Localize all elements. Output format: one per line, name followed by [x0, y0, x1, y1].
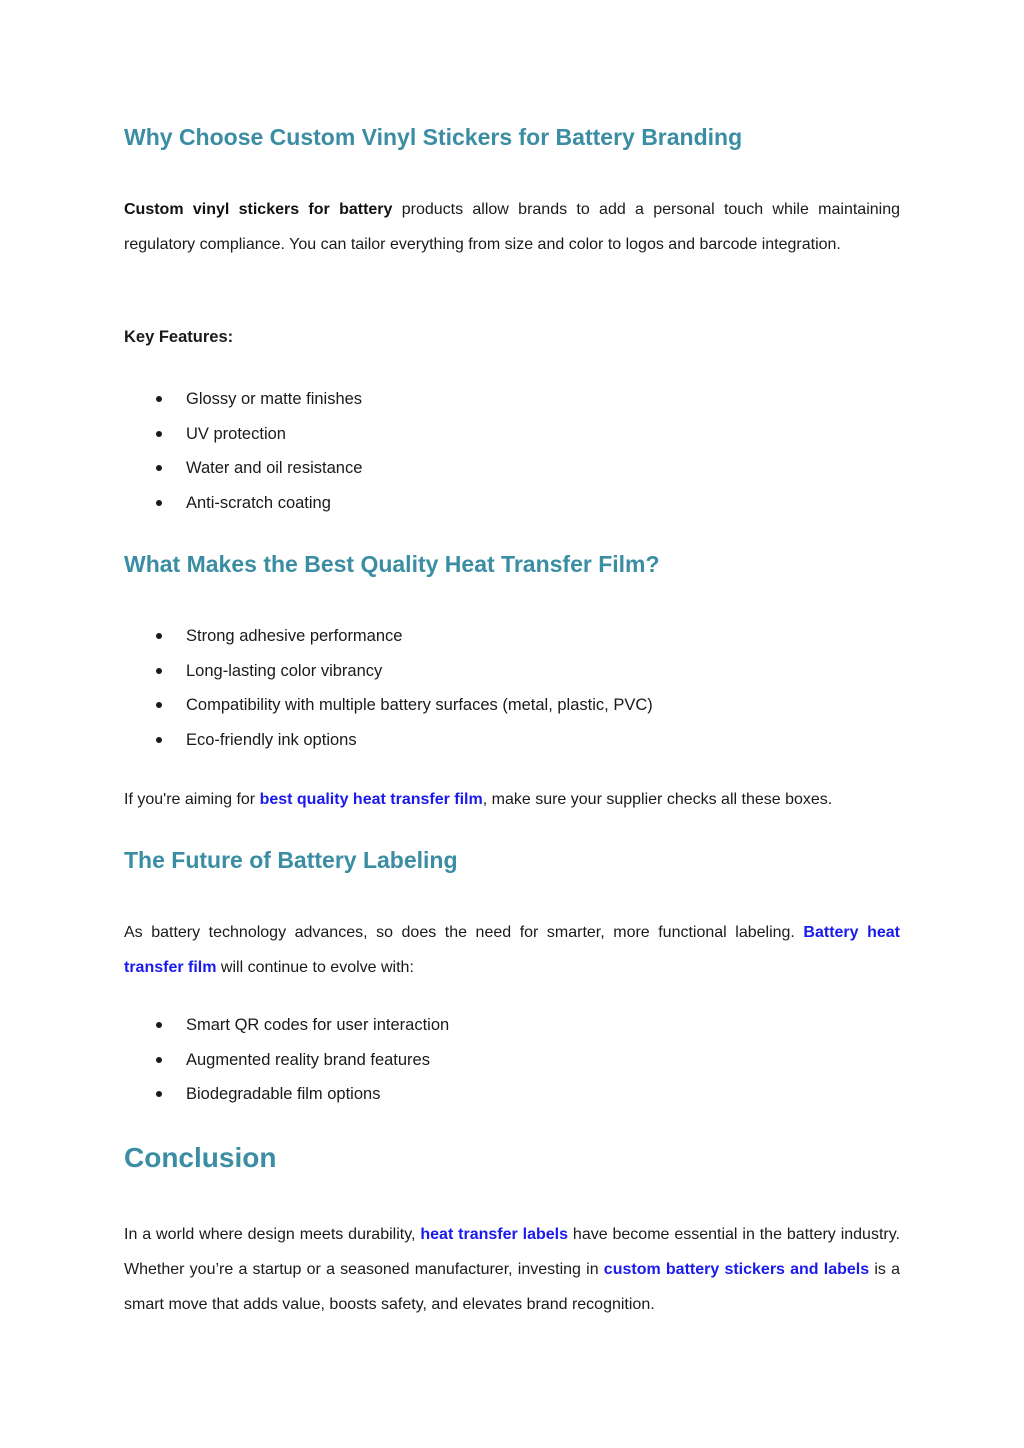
list-item [124, 382, 362, 417]
list-item-text: Glossy or matte finishes [186, 390, 363, 408]
bullet-icon [156, 1022, 162, 1028]
custom-battery-stickers-link[interactable]: custom battery stickers and labels [603, 1261, 870, 1278]
note-text: , make sure your supplier checks all these boxes. [482, 791, 833, 808]
bullet-icon [156, 1091, 162, 1097]
list-item [124, 654, 653, 689]
paragraph-text: have become essential in the battery industry. Whether you’re a startup or a seasoned manufacturer, investing in [124, 1226, 900, 1278]
bullet-icon [156, 465, 162, 471]
bullet-icon [156, 737, 162, 743]
heat-transfer-labels-link[interactable]: heat transfer labels [420, 1226, 569, 1243]
list-item-text: Smart QR codes for user interaction [186, 1016, 450, 1034]
list-item-text: Strong adhesive performance [186, 627, 403, 645]
future-paragraph [124, 915, 900, 985]
list-item [124, 486, 362, 521]
list-item-text: Compatibility with multiple battery surfaces (metal, plastic, PVC) [186, 696, 653, 715]
bullet-icon [156, 1057, 162, 1063]
list-item [124, 723, 653, 758]
bullet-icon [156, 500, 162, 506]
paragraph-text: In a world where design meets durability, [124, 1226, 421, 1243]
list-item [124, 688, 653, 723]
film-qualities-list [124, 619, 653, 757]
paragraph-text: is a smart move that adds value, boosts safety, and elevates brand recognition. [124, 1261, 900, 1313]
list-item-text: UV protection [186, 424, 286, 443]
battery-heat-transfer-film-link[interactable]: Battery heat transfer film [124, 924, 900, 976]
list-item [124, 1077, 449, 1112]
future-features-list [124, 1008, 449, 1112]
section-heading-vinyl-stickers: Why Choose Custom Vinyl Stickers for Battery Branding [124, 124, 743, 150]
list-item-text: Anti-scratch coating [186, 493, 331, 512]
film-note-paragraph [124, 782, 900, 817]
intro-text: products allow brands to add a personal touch while maintaining regulatory compliance. You can tailor everything from size and color to logos and barcode integration. [124, 201, 900, 253]
list-item [124, 619, 653, 654]
list-item [124, 451, 362, 486]
bullet-icon [156, 702, 162, 708]
list-item-text: Long-lasting color vibrancy [186, 661, 383, 680]
section-heading-heat-transfer-film: What Makes the Best Quality Heat Transfer Film? [124, 551, 660, 577]
key-features-label: Key Features: [124, 328, 234, 346]
section-heading-future-labeling: The Future of Battery Labeling [124, 847, 458, 873]
note-text: If you're aiming for [124, 791, 260, 808]
list-item [124, 1043, 449, 1078]
list-item-text: Water and oil resistance [186, 459, 363, 478]
bullet-icon [156, 431, 162, 437]
best-quality-heat-transfer-film-link[interactable]: best quality heat transfer film [259, 791, 483, 808]
key-features-list [124, 382, 362, 520]
conclusion-paragraph [124, 1217, 900, 1322]
paragraph-text: will continue to evolve with: [216, 959, 414, 976]
list-item-text: Biodegradable film options [186, 1085, 381, 1104]
list-item-text: Augmented reality brand features [186, 1050, 430, 1069]
list-item [124, 417, 362, 452]
paragraph-text: As battery technology advances, so does the need for smarter, more functional labeling. [124, 924, 804, 941]
bullet-icon [156, 396, 162, 402]
section-heading-conclusion: Conclusion [124, 1142, 277, 1173]
list-item-text: Eco-friendly ink options [186, 730, 357, 749]
intro-bold-text: Custom vinyl stickers for battery [124, 201, 393, 218]
bullet-icon [156, 633, 162, 639]
bullet-icon [156, 668, 162, 674]
intro-paragraph [124, 192, 900, 262]
list-item [124, 1008, 449, 1043]
